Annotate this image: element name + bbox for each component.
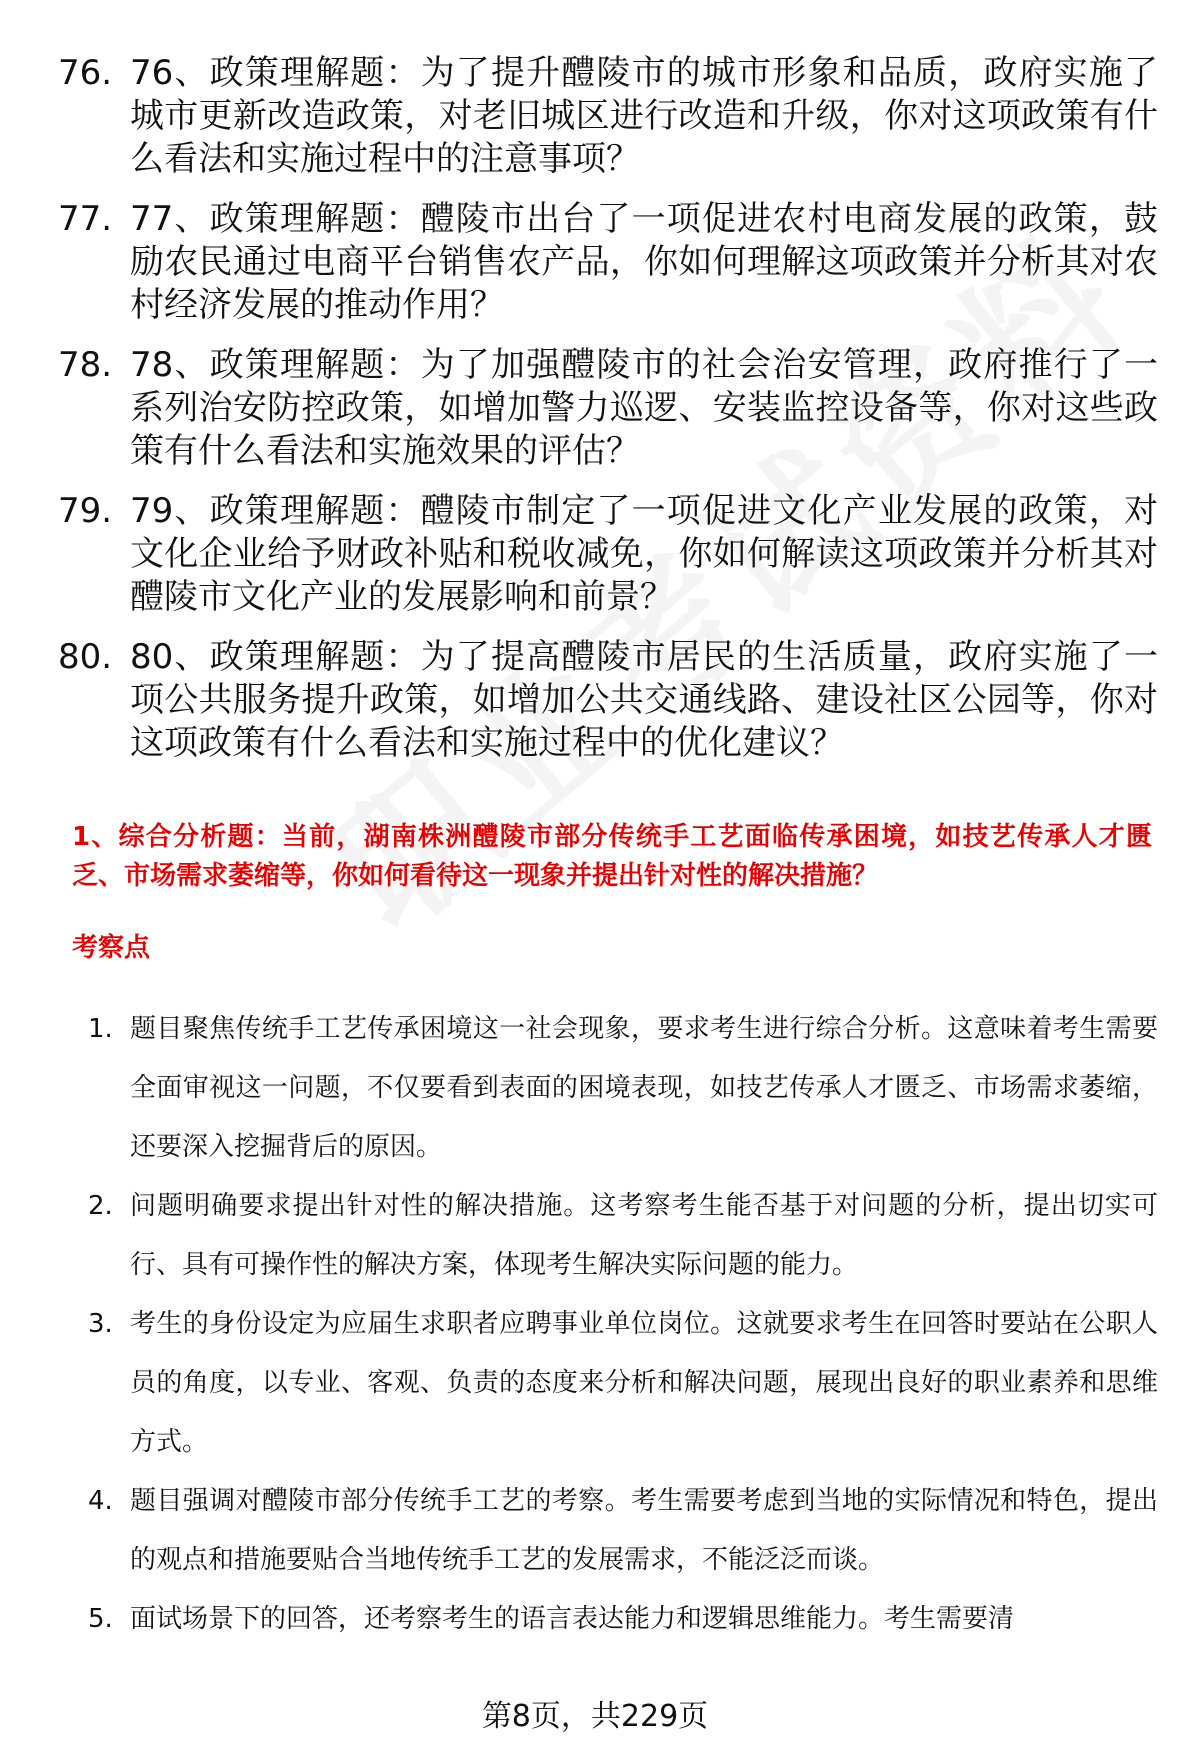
question-text: 80、政策理解题：为了提高醴陵市居民的生活质量，政府实施了一项公共服务提升政策，如增加公共交通线路、建设社区公园等，你对这项政策有什么看法和实施过程中的优化建议？	[130, 637, 1158, 763]
point-item	[88, 1295, 1158, 1472]
point-number: 5.	[88, 1604, 113, 1634]
point-number: 4.	[88, 1486, 113, 1516]
question-text: 79、政策理解题：醴陵市制定了一项促进文化产业发展的政策，对文化企业给予财政补贴和税收减免，你如何解读这项政策并分析其对醴陵市文化产业的发展影响和前景？	[130, 491, 1158, 617]
point-text: 考生的身份设定为应届生求职者应聘事业单位岗位。这就要求考生在回答时要站在公职人员的角度，以专业、客观、负责的态度来分析和解决问题，展现出良好的职业素养和思维方式。	[130, 1309, 1158, 1457]
question-item	[58, 344, 1158, 473]
point-text: 问题明确要求提出针对性的解决措施。这考察考生能否基于对问题的分析，提出切实可行、具有可操作性的解决方案，体现考生解决实际问题的能力。	[130, 1191, 1158, 1280]
question-number: 79.	[58, 491, 113, 531]
question-item	[58, 198, 1158, 327]
section-title: 1、综合分析题：当前，湖南株洲醴陵市部分传统手工艺面临传承困境，如技艺传承人才匮乏、市场需求萎缩等，你如何看待这一现象并提出针对性的解决措施？	[72, 822, 1152, 891]
point-number: 2.	[88, 1191, 113, 1221]
question-text: 77、政策理解题：醴陵市出台了一项促进农村电商发展的政策，鼓励农民通过电商平台销售农产品，你如何理解这项政策并分析其对农村经济发展的推动作用？	[130, 199, 1158, 325]
point-number: 1.	[88, 1014, 113, 1044]
question-list	[58, 52, 1158, 782]
points-list	[88, 1000, 1158, 1649]
question-text: 78、政策理解题：为了加强醴陵市的社会治安管理，政府推行了一系列治安防控政策，如增加警力巡逻、安装监控设备等，你对这些政策有什么看法和实施效果的评估？	[130, 345, 1158, 471]
question-number: 78.	[58, 345, 113, 385]
question-item	[58, 490, 1158, 619]
question-item	[58, 52, 1158, 181]
point-text: 题目强调对醴陵市部分传统手工艺的考察。考生需要考虑到当地的实际情况和特色，提出的观点和措施要贴合当地传统手工艺的发展需求，不能泛泛而谈。	[130, 1486, 1158, 1575]
question-item	[58, 636, 1158, 765]
point-item	[88, 1472, 1158, 1590]
point-text: 面试场景下的回答，还考察考生的语言表达能力和逻辑思维能力。考生需要清	[130, 1604, 1015, 1634]
point-item	[88, 1590, 1158, 1649]
point-item	[88, 1177, 1158, 1295]
question-number: 80.	[58, 637, 113, 677]
page-footer: 第8页，共229页	[481, 1699, 709, 1734]
question-number: 77.	[58, 199, 113, 239]
point-text: 题目聚焦传统手工艺传承困境这一社会现象，要求考生进行综合分析。这意味着考生需要全面审视这一问题，不仅要看到表面的困境表现，如技艺传承人才匮乏、市场需求萎缩，还要深入挖掘背后的原因。	[130, 1014, 1158, 1162]
question-text: 76、政策理解题：为了提升醴陵市的城市形象和品质，政府实施了城市更新改造政策，对老旧城区进行改造和升级，你对这项政策有什么看法和实施过程中的注意事项？	[130, 53, 1158, 179]
point-number: 3.	[88, 1309, 113, 1339]
question-number: 76.	[58, 53, 113, 93]
points-label: 考察点	[72, 933, 151, 963]
point-item	[88, 1000, 1158, 1177]
